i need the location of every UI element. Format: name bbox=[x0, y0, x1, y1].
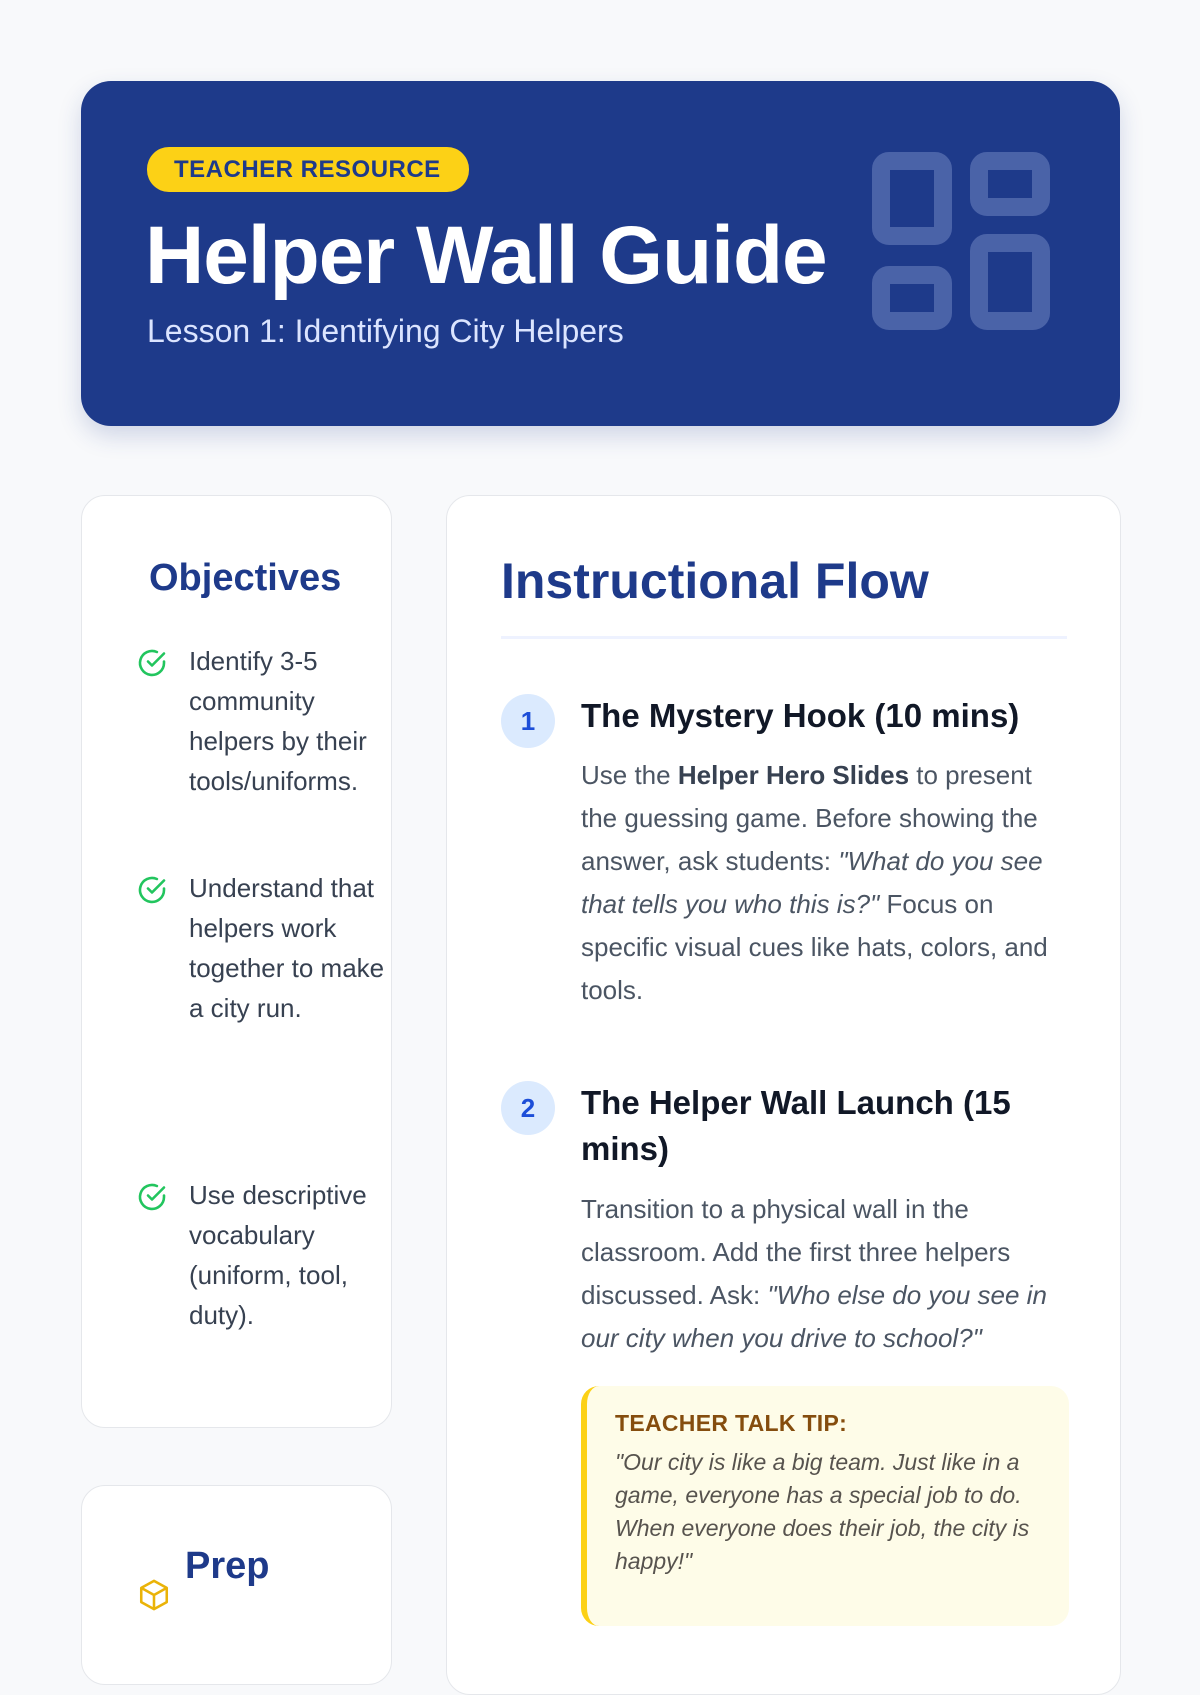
teacher-resource-badge: TEACHER RESOURCE bbox=[147, 147, 469, 192]
box-icon bbox=[137, 1578, 171, 1617]
divider bbox=[501, 636, 1067, 639]
instructional-flow-card bbox=[446, 495, 1121, 1695]
page-subtitle: Lesson 1: Identifying City Helpers bbox=[147, 313, 624, 349]
instructional-flow-title: Instructional Flow bbox=[501, 553, 929, 609]
step-description: Transition to a physical wall in the classroom. Add the first three helpers discussed. Ask: "Who else do you see in our city when you drive to school?" bbox=[581, 1194, 1047, 1353]
objectives-title: Objectives bbox=[149, 557, 342, 599]
prep-card bbox=[81, 1485, 392, 1685]
step-description: Use the Helper Hero Slides to present the guessing game. Before showing the answer, ask students: "What do you see that tells you who this is?" Focus on specific visual cues like hats, colors, and tools. bbox=[581, 760, 1048, 1005]
check-circle-icon bbox=[136, 647, 168, 684]
prep-title: Prep bbox=[185, 1545, 270, 1587]
step-title: The Helper Wall Launch (15 mins) bbox=[581, 1084, 1011, 1167]
layout-grid-icon bbox=[871, 151, 1051, 336]
check-circle-icon bbox=[136, 1181, 168, 1218]
tip-label: TEACHER TALK TIP: bbox=[615, 1410, 848, 1436]
check-circle-icon bbox=[136, 874, 168, 911]
step-title: The Mystery Hook (10 mins) bbox=[581, 697, 1020, 734]
teacher-talk-tip bbox=[581, 1386, 1069, 1626]
objective-text: Use descriptive vocabulary (uniform, tool, duty). bbox=[189, 1180, 367, 1330]
step-number-badge: 1 bbox=[501, 694, 555, 748]
tip-text: "Our city is like a big team. Just like in a game, everyone has a special job to do. When everyone does their job, the city is happy!" bbox=[615, 1449, 1030, 1574]
objective-text: Identify 3-5 community helpers by their tools/uniforms. bbox=[189, 646, 367, 796]
objective-text: Understand that helpers work together to make a city run. bbox=[189, 873, 385, 1023]
page-title: Helper Wall Guide bbox=[145, 210, 827, 301]
hero-banner bbox=[81, 81, 1120, 426]
step-number-badge: 2 bbox=[501, 1081, 555, 1135]
objectives-card bbox=[81, 495, 392, 1428]
